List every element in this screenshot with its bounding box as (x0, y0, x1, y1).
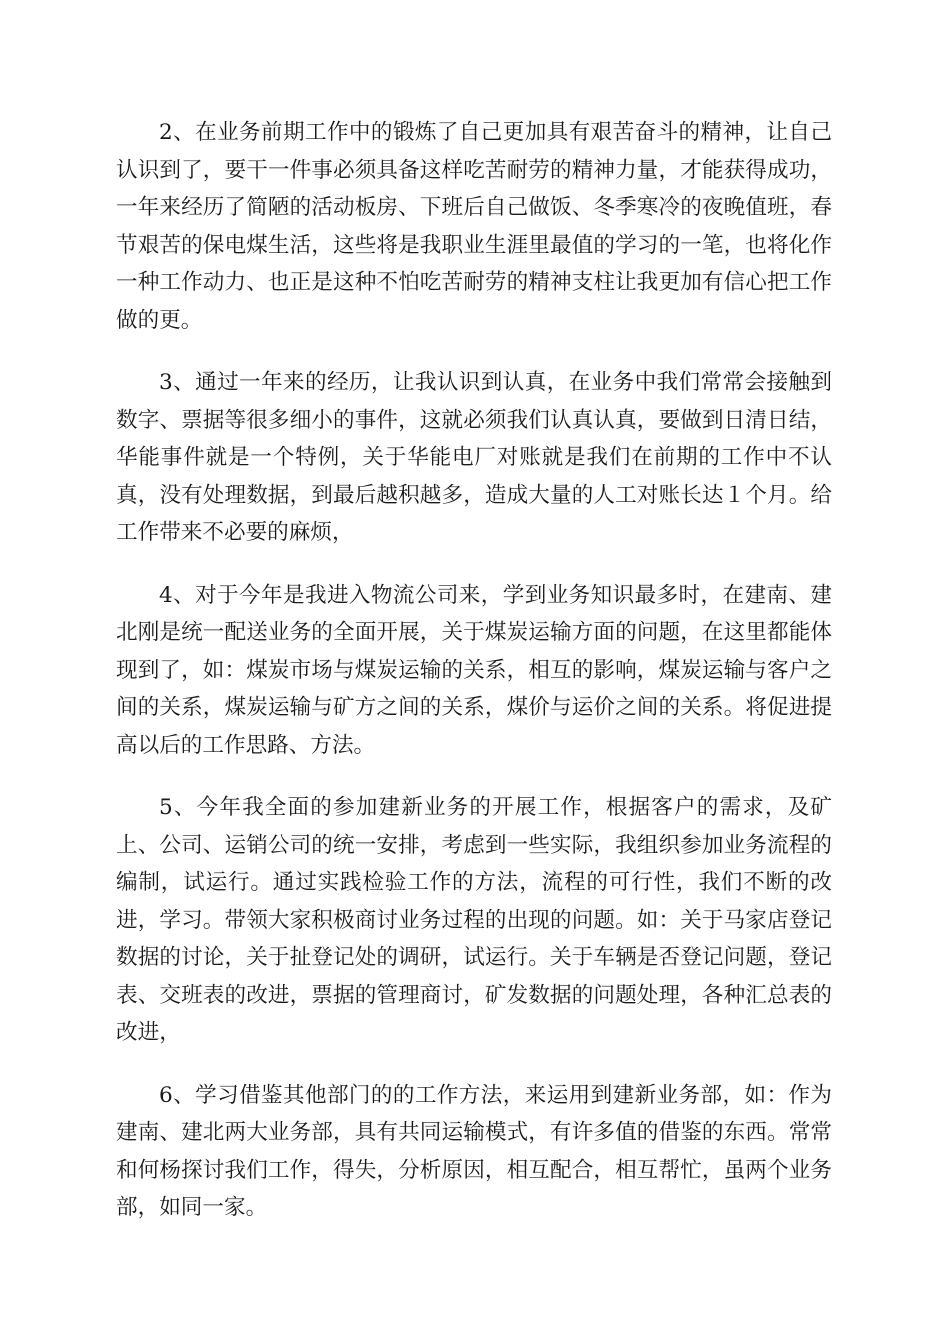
paragraph-3: 3、通过一年来的经历，让我认识到认真，在业务中我们常常会接触到数字、票据等很多细小的事件，这就必须我们认真认真，要做到日清日结，华能事件就是一个特例，关于华能电厂对账就是我们在前期的工作中不认真，没有处理数据，到最后越积越多，造成大量的人工对账长达１个月。给工作带来不必要的麻烦， (116, 370, 832, 545)
document-page (116, 114, 832, 1252)
paragraph-4: 4、对于今年是我进入物流公司来，学到业务知识最多时，在建南、建北刚是统一配送业务的全面开展，关于煤炭运输方面的问题，在这里都能体现到了，如：煤炭市场与煤炭运输的关系，相互的影响，煤炭运输与客户之间的关系，煤炭运输与矿方之间的关系，煤价与运价之间的关系。将促进提高以后的工作思路、方法。 (116, 582, 832, 758)
paragraph-5: 5、今年我全面的参加建新业务的开展工作，根据客户的需求，及矿上、公司、运销公司的统一安排，考虑到一些实际，我组织参加业务流程的编制，试运行。通过实践检验工作的方法，流程的可行性，我们不断的改进，学习。带领大家积极商讨业务过程的出现的问题。如：关于马家店登记数据的讨论，关于扯登记处的调研，试运行。关于车辆是否登记问题，登记表、交班表的改进，票据的管理商讨，矿发数据的问题处理，各种汇总表的改进， (116, 795, 832, 1045)
paragraph-2: 2、在业务前期工作中的锻炼了自己更加具有艰苦奋斗的精神，让自己认识到了，要干一件事必须具备这样吃苦耐劳的精神力量，才能获得成功，一年来经历了简陋的活动板房、下班后自己做饭、冬季寒冷的夜晚值班，春节艰苦的保电煤生活，这些将是我职业生涯里最值的学习的一笔，也将化作一种工作动力、也正是这种不怕吃苦耐劳的精神支柱让我更加有信心把工作做的更。 (116, 120, 832, 333)
paragraph-6: 6、学习借鉴其他部门的的工作方法，来运用到建新业务部，如：作为建南、建北两大业务部，具有共同运输模式，有许多值的借鉴的东西。常常和何杨探讨我们工作，得失，分析原因，相互配合，相互帮忙，虽两个业务部，如同一家。 (116, 1082, 832, 1220)
